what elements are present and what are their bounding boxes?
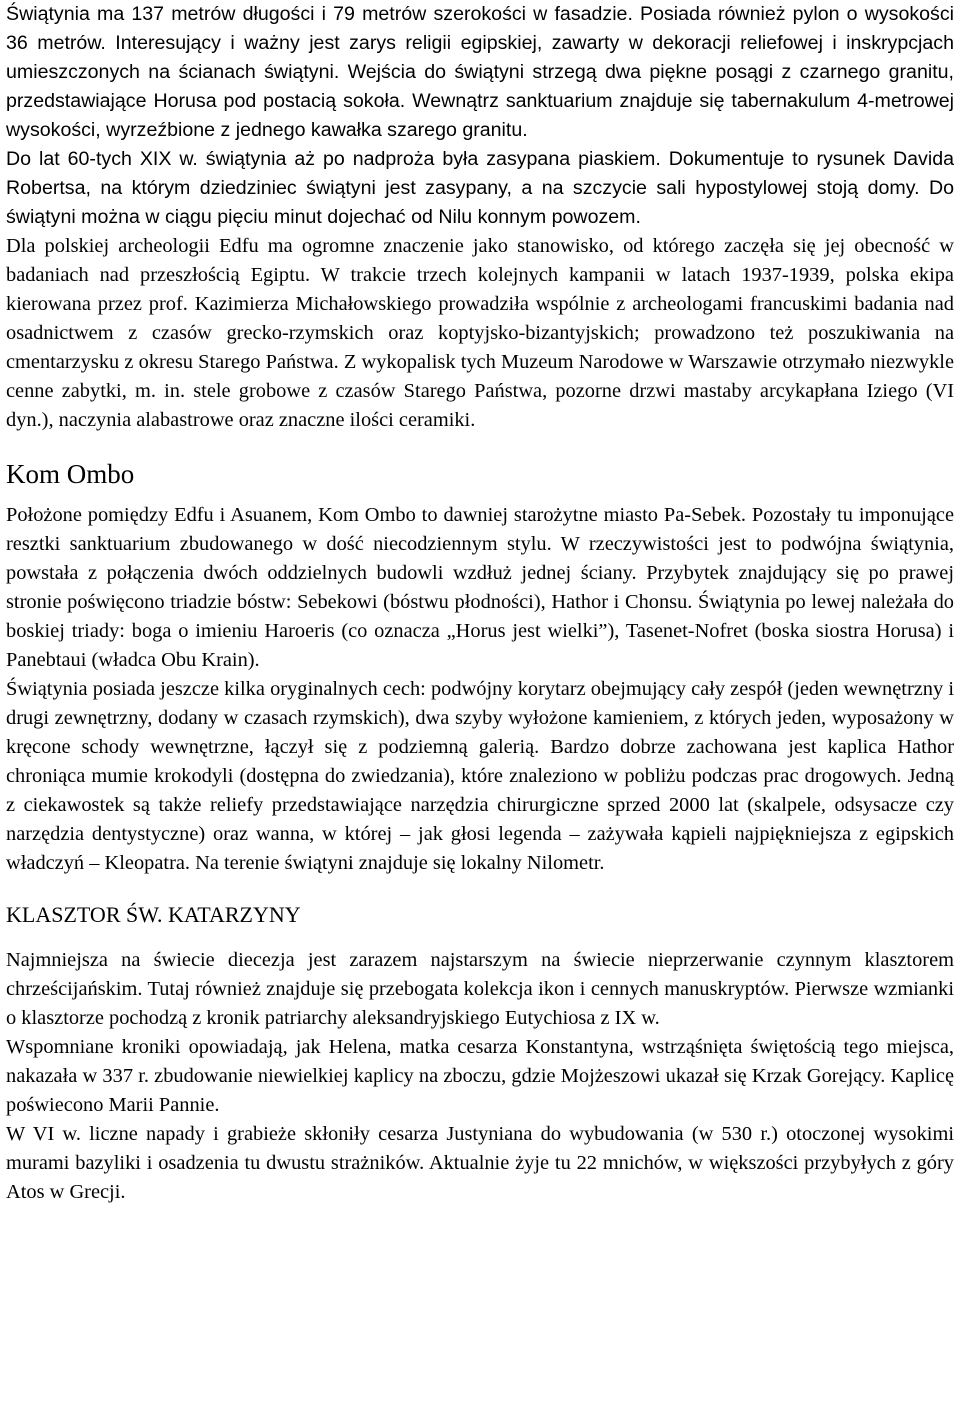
kom-ombo-paragraph-2: Świątynia posiada jeszcze kilka oryginalnych cech: podwójny korytarz obejmujący cały zespół (jeden wewnętrzny i drugi zewnętrzny, dodany w czasach rzymskich), dwa szyby wyłożone kamieniem, z których jeden, wyposażony w kręcone schody wewnętrzne, łączył się z podziemną galerią. Bardzo dobrze zachowana jest kaplica Hathor chroniąca mumie krokodyli (dostępna do zwiedzania), które znaleziono w pobliżu podczas prac drogowych. Jedną z ciekawostek są także reliefy przedstawiające narzędzia chirurgiczne sprzed 2000 lat (skalpele, odsysacze czy narzędzia dentystyczne) oraz wanna, w której – jak głosi legenda – zażywała kąpieli najpiękniejsza z egipskich władczyń – Kleopatra. Na terenie świątyni znajduje się lokalny Nilometr.: [6, 678, 954, 874]
intro-paragraph-temple-description: Świątynia ma 137 metrów długości i 79 metrów szerokości w fasadzie. Posiada również pylon o wysokości 36 metrów. Interesujący i ważny jest zarys religii egipskiej, zawarty w dekoracji reliefowej i inskrypcjach umieszczonych na ścianach świątyni. Wejścia do świątyni strzegą dwa piękne posągi z czarnego granitu, przedstawiające Horusa pod postacią sokoła. Wewnątrz sanktuarium znajduje się tabernakulum 4-metrowej wysokości, wyrzeźbione z jednego kawałka szarego granitu.: [6, 3, 954, 141]
section-heading-katarzyna: KLASZTOR ŚW. KATARZYNY: [6, 902, 301, 927]
katarzyna-paragraph-1: Najmniejsza na świecie diecezja jest zarazem najstarszym na świecie nieprzerwanie czynnym klasztorem chrześcijańskim. Tutaj również znajduje się przebogata kolekcja ikon i cennych manuskryptów. Pierwsze wzmianki o klasztorze pochodzą z kronik patriarchy aleksandryjskiego Eutychiosa z IX w.: [6, 949, 954, 1029]
katarzyna-paragraph-3: W VI w. liczne napady i grabieże skłoniły cesarza Justyniana do wybudowania (w 530 r.) otoczonej wysokimi murami bazyliki i osadzenia tu dwustu strażników. Aktualnie żyje tu 22 mnichów, w większości przybyłych z góry Atos w Grecji.: [6, 1123, 954, 1203]
section-heading-kom-ombo: Kom Ombo: [6, 459, 135, 489]
katarzyna-paragraph-2: Wspomniane kroniki opowiadają, jak Helena, matka cesarza Konstantyna, wstrząśnięta świętością tego miejsca, nakazała w 337 r. zbudowanie niewielkiej kaplicy na zboczu, gdzie Mojżeszowi ukazał się Krzak Gorejący. Kaplicę poświecono Marii Pannie.: [6, 1036, 954, 1116]
intro-paragraph-sand: Do lat 60-tych XIX w. świątynia aż po nadproża była zasypana piaskiem. Dokumentuje to rysunek Davida Robertsa, na którym dziedziniec świątyni jest zasypany, a na szczycie sali hypostylowej stoją domy. Do świątyni można w ciągu pięciu minut dojechać od Nilu konnym powozem.: [6, 148, 954, 228]
intro-paragraph-polish-archaeology: Dla polskiej archeologii Edfu ma ogromne znaczenie jako stanowisko, od którego zaczęła się jej obecność w badaniach nad przeszłością Egiptu. W trakcie trzech kolejnych kampanii w latach 1937-1939, polska ekipa kierowana przez prof. Kazimierza Michałowskiego prowadziła wspólnie z archeologami francuskimi badania nad osadnictwem z czasów grecko-rzymskich oraz koptyjsko-bizantyjskich; prowadzono też poszukiwania na cmentarzysku z okresu Starego Państwa. Z wykopalisk tych Muzeum Narodowe w Warszawie otrzymało niezwykle cenne zabytki, m. in. stele grobowe z czasów Starego Państwa, pozorne drzwi mastaby arcykapłana Iziego (VI dyn.), naczynia alabastrowe oraz znaczne ilości ceramiki.: [6, 235, 954, 431]
kom-ombo-paragraph-1: Położone pomiędzy Edfu i Asuanem, Kom Ombo to dawniej starożytne miasto Pa-Sebek. Pozostały tu imponujące resztki sanktuarium zbudowanego w dość niecodziennym stylu. W rzeczywistości jest to podwójna świątynia, powstała z połączenia dwóch oddzielnych budowli wzdłuż jednej ściany. Przybytek znajdujący się po prawej stronie poświęcono triadzie bóstw: Sebekowi (bóstwu płodności), Hathor i Chonsu. Świątynia po lewej należała do boskiej triady: boga o imieniu Haroeris (co oznacza „Horus jest wielki”), Tasenet-Nofret (boska siostra Horusa) i Panebtaui (władca Obu Krain).: [6, 504, 954, 671]
